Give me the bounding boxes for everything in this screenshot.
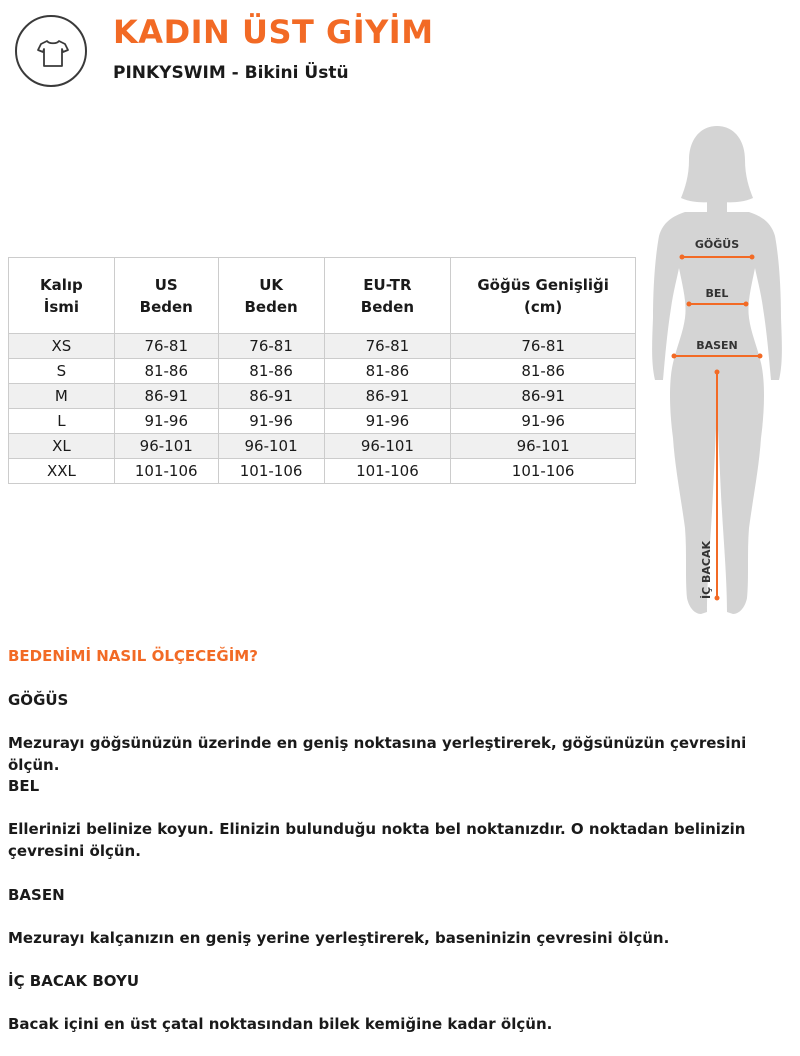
table-cell: XL (9, 434, 115, 459)
table-row (9, 359, 636, 384)
page-title: KADIN ÜST GİYİM (113, 13, 434, 51)
table-header-row (9, 258, 636, 334)
category-badge (15, 15, 87, 87)
table-row (9, 384, 636, 409)
table-row (9, 334, 636, 359)
body-measurement-figure (645, 118, 790, 623)
table-cell: 86-91 (114, 384, 218, 409)
table-cell: 91-96 (114, 409, 218, 434)
table-cell: 96-101 (218, 434, 324, 459)
column-header: Kalıp İsmi (9, 258, 115, 334)
table-cell: 96-101 (114, 434, 218, 459)
table-cell: 101-106 (218, 459, 324, 484)
column-header: EU-TR Beden (324, 258, 451, 334)
guide-heading: GÖĞÜS (8, 691, 69, 709)
column-header: US Beden (114, 258, 218, 334)
guide-text: Ellerinizi belinize koyun. Elinizin bulunduğu nokta bel noktanızdır. O noktadan belinizin çevresini ölçün. (8, 820, 746, 860)
guide-heading: BEL (8, 777, 40, 795)
hip-label: BASEN (696, 339, 738, 352)
table-cell: 76-81 (114, 334, 218, 359)
table-cell: 86-91 (451, 384, 636, 409)
table-cell: 101-106 (114, 459, 218, 484)
table-cell: 81-86 (451, 359, 636, 384)
guide-question: BEDENİMİ NASIL ÖLÇECEĞİM? (8, 647, 258, 665)
table-cell: L (9, 409, 115, 434)
table-cell: 91-96 (324, 409, 451, 434)
column-header: Göğüs Genişliği (cm) (451, 258, 636, 334)
table-cell: 76-81 (451, 334, 636, 359)
table-row (9, 434, 636, 459)
table-cell: XXL (9, 459, 115, 484)
table-cell: 96-101 (451, 434, 636, 459)
table-cell: 81-86 (114, 359, 218, 384)
product-name: PINKYSWIM - Bikini Üstü (113, 63, 349, 83)
table-cell: 76-81 (324, 334, 451, 359)
table-cell: 101-106 (324, 459, 451, 484)
table-cell: 81-86 (324, 359, 451, 384)
guide-text: Mezurayı göğsünüzün üzerinde en geniş noktasına yerleştirerek, göğsünüzün çevresini ölçün. (8, 734, 747, 774)
table-cell: 91-96 (451, 409, 636, 434)
table-cell: 76-81 (218, 334, 324, 359)
table-cell: 96-101 (324, 434, 451, 459)
column-header: UK Beden (218, 258, 324, 334)
table-cell: M (9, 384, 115, 409)
table-cell: XS (9, 334, 115, 359)
table-row (9, 409, 636, 434)
table-row (9, 459, 636, 484)
inseam-label: İÇ BACAK (700, 540, 713, 600)
table-cell: 91-96 (218, 409, 324, 434)
table-cell: 86-91 (324, 384, 451, 409)
chest-label: GÖĞÜS (694, 238, 740, 251)
guide-heading: BASEN (8, 886, 65, 904)
guide-text: Bacak içini en üst çatal noktasından bilek kemiğine kadar ölçün. (8, 1015, 553, 1033)
guide-text: Mezurayı kalçanızın en geniş yerine yerleştirerek, baseninizin çevresini ölçün. (8, 929, 670, 947)
waist-label: BEL (705, 287, 729, 300)
table-cell: 86-91 (218, 384, 324, 409)
table-cell: 81-86 (218, 359, 324, 384)
table-cell: 101-106 (451, 459, 636, 484)
guide-heading: İÇ BACAK BOYU (8, 972, 140, 990)
table-cell: S (9, 359, 115, 384)
tshirt-icon (35, 35, 71, 71)
size-table (8, 257, 636, 484)
